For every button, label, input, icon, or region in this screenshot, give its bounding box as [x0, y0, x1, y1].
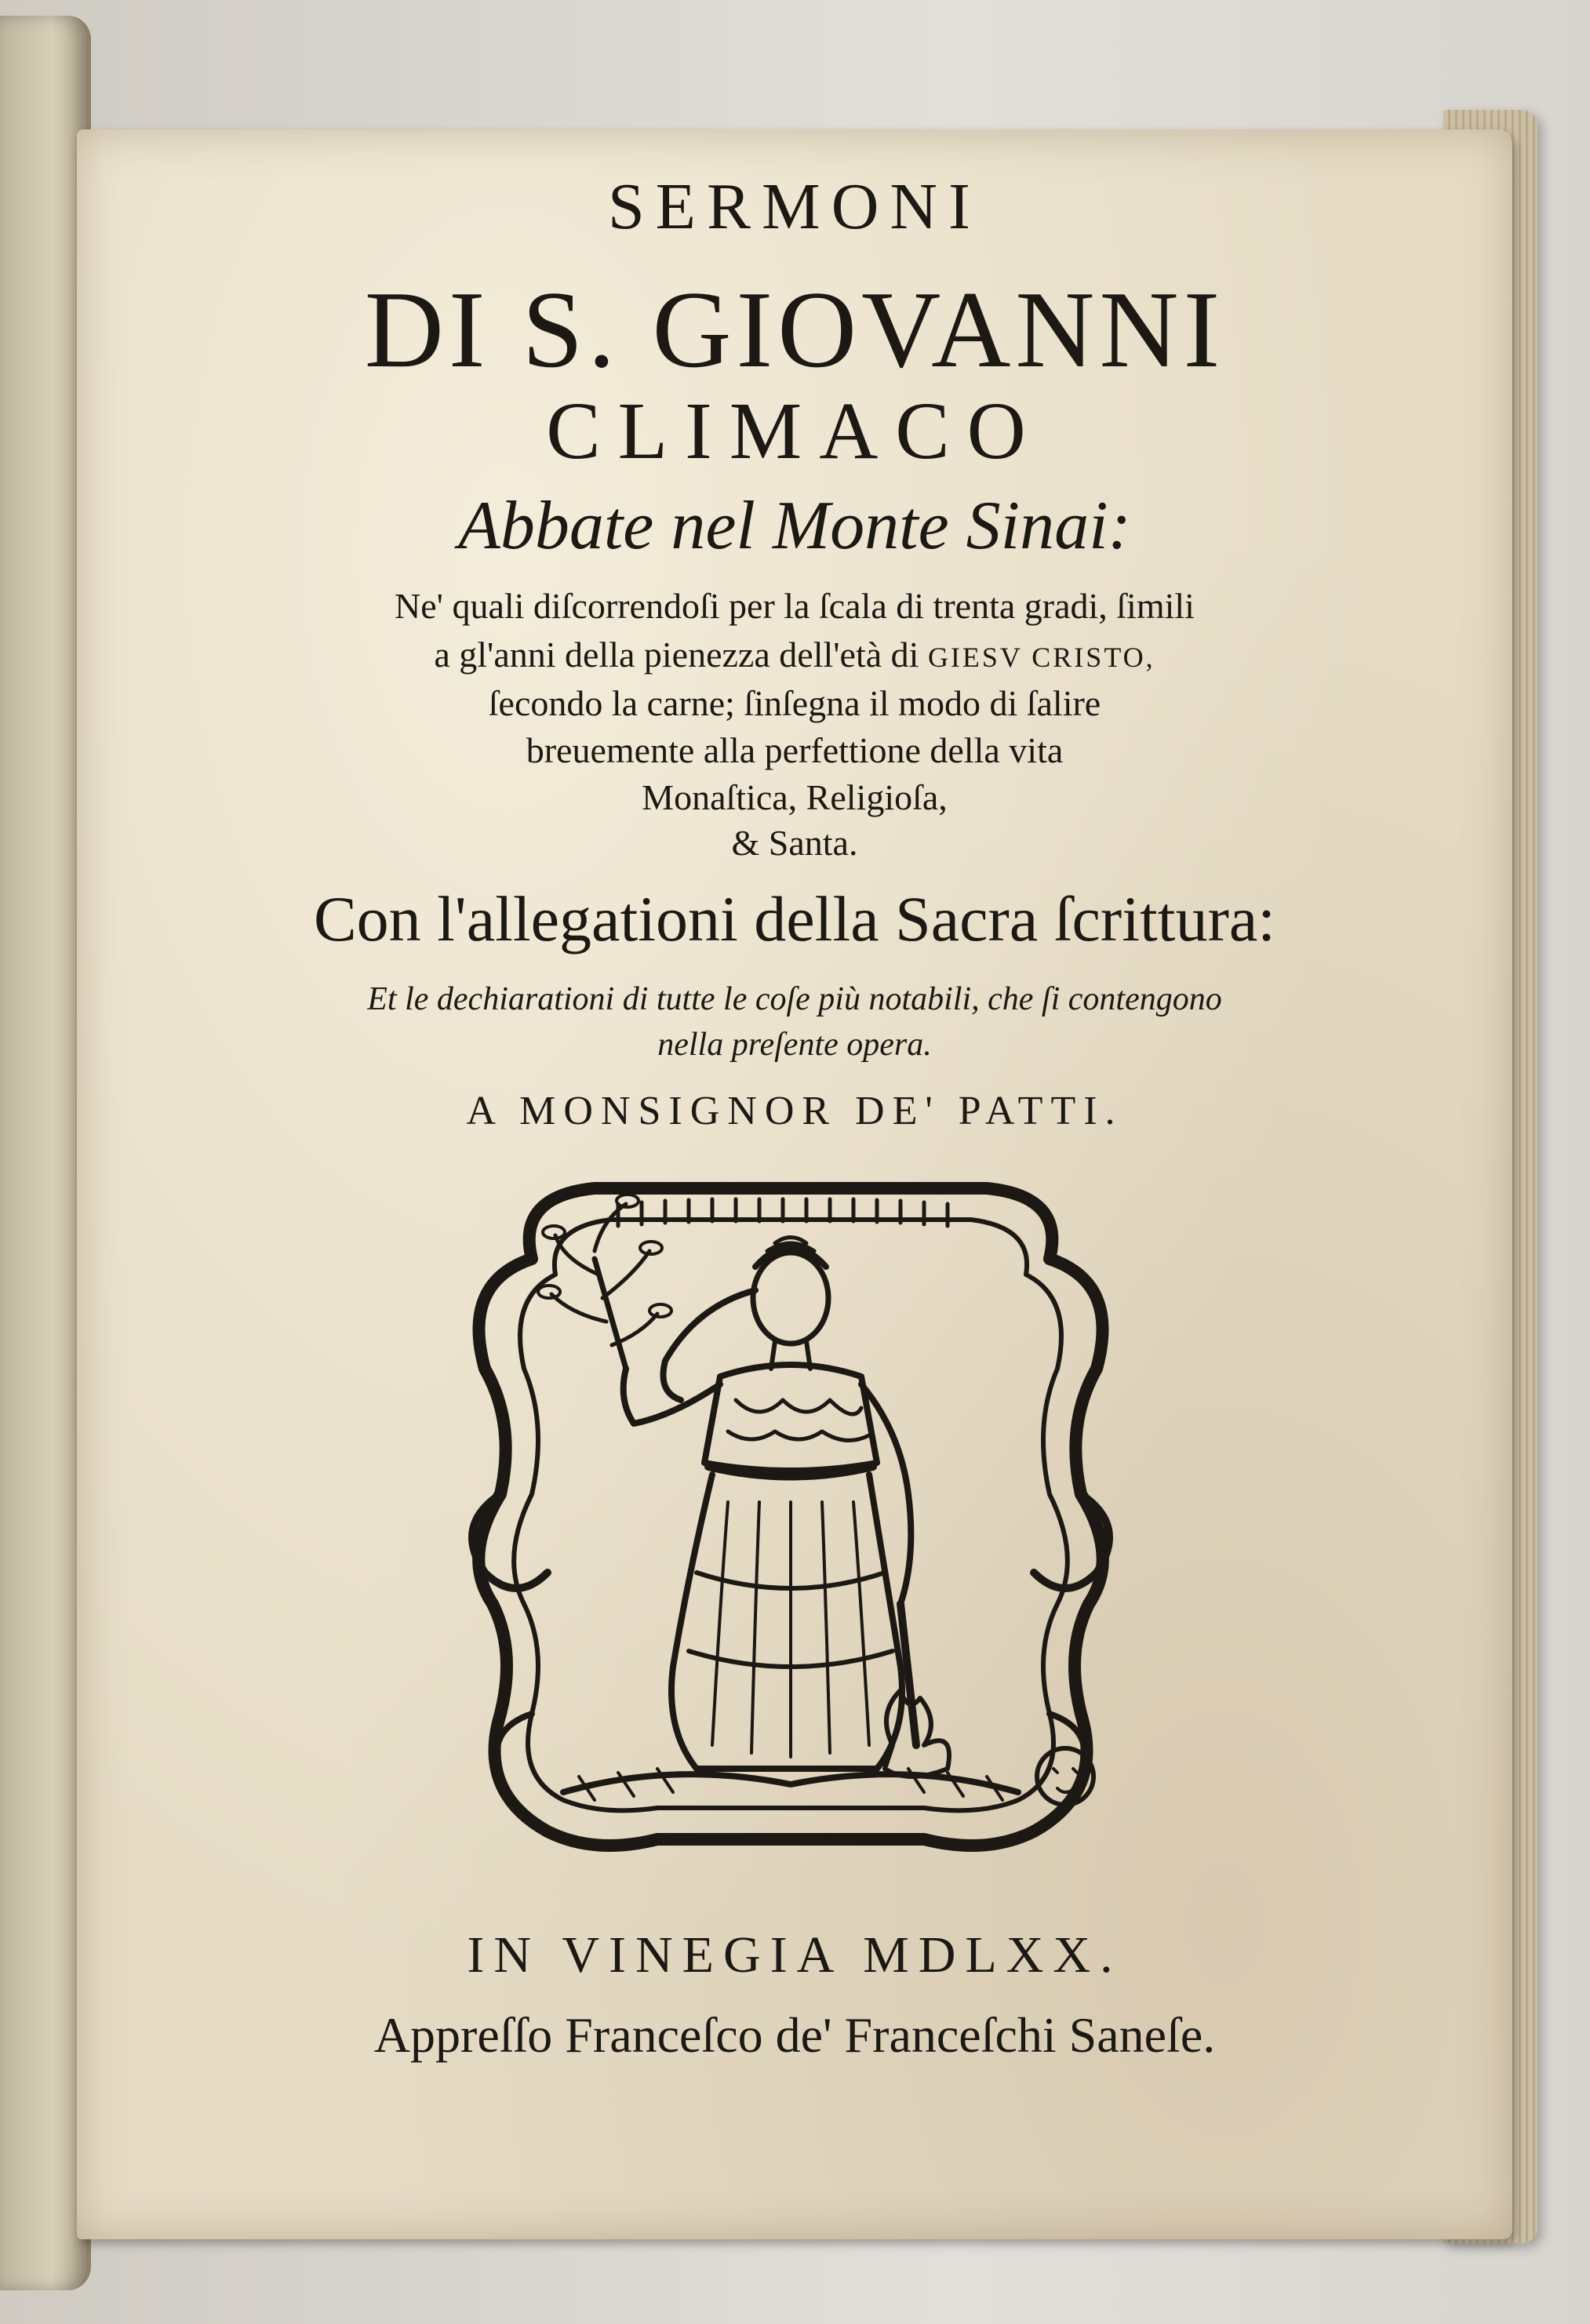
allegationi-line: Con l'allegationi della Sacra ſcrittura: [313, 883, 1276, 955]
description-line-3: ſecondo la carne; ſinſegna il modo di ſalire [488, 683, 1101, 723]
title-line-climaco: CLIMACO [546, 386, 1043, 476]
description-line-1: Ne' quali diſcorrendoſi per la ſcala di trenta gradi, ſimili [395, 586, 1195, 626]
imprint-printer: Appreſſo Franceſco de' Franceſchi Saneſe. [373, 2007, 1216, 2063]
description-line-5: Monaſtica, Religioſa, [642, 777, 948, 817]
title-page [77, 129, 1512, 2239]
imprint-place-date: IN VINEGIA MDLXX. [467, 1926, 1122, 1984]
description-line-6: & Santa. [731, 823, 858, 863]
title-line-sermoni: SERMONI [607, 170, 982, 243]
title-line-giovanni: DI S. GIOVANNI [364, 269, 1225, 391]
dechiarationi-line-1: Et le dechiarationi di tutte le coſe più notabili, che ſi contengono [367, 981, 1222, 1017]
dechiarationi-line-2: nella preſente opera. [657, 1027, 932, 1063]
printers-device-woodcut [438, 1165, 1144, 1886]
dedication-line: A MONSIGNOR DE' PATTI. [466, 1089, 1123, 1133]
description-line-2-text: a gl'anni della pienezza dell'età di [434, 635, 919, 675]
giesu-cristo: GIESV CRISTO, [927, 642, 1155, 673]
description-line-4: breuemente alla perfettione della vita [526, 730, 1064, 770]
description-line-2 [77, 631, 1512, 681]
subtitle-abbate: Abbate nel Monte Sinai: [458, 488, 1131, 564]
